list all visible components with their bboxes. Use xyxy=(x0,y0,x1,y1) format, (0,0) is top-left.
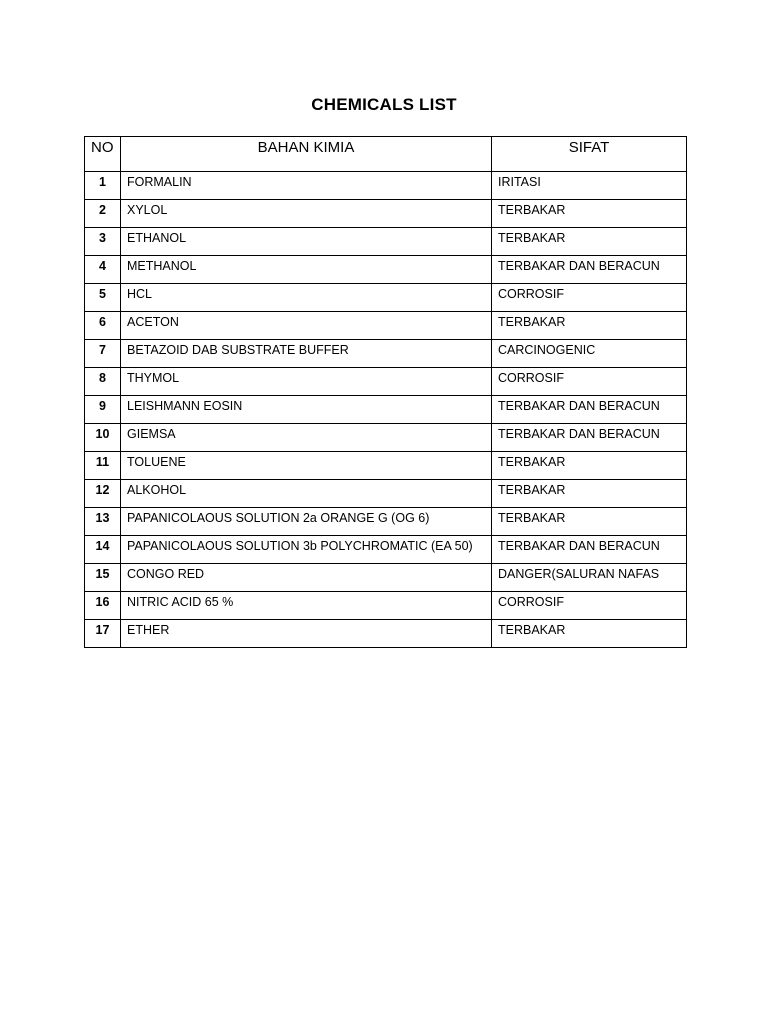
chemical-name: METHANOL xyxy=(121,256,492,284)
row-number: 12 xyxy=(85,480,121,508)
table-row xyxy=(85,536,687,564)
table-row xyxy=(85,592,687,620)
table-row xyxy=(85,620,687,648)
row-number: 2 xyxy=(85,200,121,228)
chemical-property: TERBAKAR xyxy=(492,480,687,508)
table-row xyxy=(85,452,687,480)
table-row xyxy=(85,340,687,368)
page-title: CHEMICALS LIST xyxy=(311,95,457,114)
chemical-property: CORROSIF xyxy=(492,284,687,312)
chemical-property: CORROSIF xyxy=(492,368,687,396)
row-number: 5 xyxy=(85,284,121,312)
chemical-name: HCL xyxy=(121,284,492,312)
row-number: 16 xyxy=(85,592,121,620)
chemical-property: TERBAKAR xyxy=(492,620,687,648)
row-number: 1 xyxy=(85,172,121,200)
row-number: 14 xyxy=(85,536,121,564)
row-number: 4 xyxy=(85,256,121,284)
row-number: 3 xyxy=(85,228,121,256)
row-number: 7 xyxy=(85,340,121,368)
table-row xyxy=(85,424,687,452)
chemical-property: IRITASI xyxy=(492,172,687,200)
row-number: 9 xyxy=(85,396,121,424)
row-number: 8 xyxy=(85,368,121,396)
row-number: 6 xyxy=(85,312,121,340)
chemical-name: FORMALIN xyxy=(121,172,492,200)
table-row xyxy=(85,508,687,536)
chemical-property: TERBAKAR DAN BERACUN xyxy=(492,424,687,452)
row-number: 13 xyxy=(85,508,121,536)
table-row xyxy=(85,480,687,508)
table-body xyxy=(85,172,687,648)
chemical-name: LEISHMANN EOSIN xyxy=(121,396,492,424)
chemical-property: TERBAKAR DAN BERACUN xyxy=(492,536,687,564)
chemical-property: TERBAKAR xyxy=(492,228,687,256)
chemical-property: TERBAKAR xyxy=(492,452,687,480)
table-row xyxy=(85,200,687,228)
chemical-property: TERBAKAR xyxy=(492,508,687,536)
chemical-name: ALKOHOL xyxy=(121,480,492,508)
row-number: 17 xyxy=(85,620,121,648)
chemical-name: PAPANICOLAOUS SOLUTION 2a ORANGE G (OG 6) xyxy=(121,508,492,536)
chemical-property: TERBAKAR xyxy=(492,312,687,340)
table-row xyxy=(85,312,687,340)
table-header-row xyxy=(85,137,687,172)
row-number: 11 xyxy=(85,452,121,480)
table-row xyxy=(85,172,687,200)
chemical-property: CARCINOGENIC xyxy=(492,340,687,368)
chemical-name: XYLOL xyxy=(121,200,492,228)
chemical-name: BETAZOID DAB SUBSTRATE BUFFER xyxy=(121,340,492,368)
chemical-name: ETHER xyxy=(121,620,492,648)
chemical-property: TERBAKAR xyxy=(492,200,687,228)
row-number: 10 xyxy=(85,424,121,452)
chemical-property: TERBAKAR DAN BERACUN xyxy=(492,396,687,424)
table-row xyxy=(85,368,687,396)
row-number: 15 xyxy=(85,564,121,592)
header-no: NO xyxy=(85,137,121,172)
chemical-name: TOLUENE xyxy=(121,452,492,480)
chemical-name: PAPANICOLAOUS SOLUTION 3b POLYCHROMATIC (EA 50) xyxy=(121,536,492,564)
chemical-name: CONGO RED xyxy=(121,564,492,592)
table-row xyxy=(85,228,687,256)
table-row xyxy=(85,284,687,312)
chemical-property: CORROSIF xyxy=(492,592,687,620)
header-sifat: SIFAT xyxy=(492,137,687,172)
chemical-name: GIEMSA xyxy=(121,424,492,452)
table-row xyxy=(85,256,687,284)
chemical-name: ACETON xyxy=(121,312,492,340)
chemical-property: TERBAKAR DAN BERACUN xyxy=(492,256,687,284)
table-row xyxy=(85,564,687,592)
chemicals-table xyxy=(84,136,687,648)
chemical-name: NITRIC ACID 65 % xyxy=(121,592,492,620)
chemical-property: DANGER(SALURAN NAFAS xyxy=(492,564,687,592)
chemical-name: THYMOL xyxy=(121,368,492,396)
table-row xyxy=(85,396,687,424)
chemical-name: ETHANOL xyxy=(121,228,492,256)
header-bahan-kimia: BAHAN KIMIA xyxy=(121,137,492,172)
